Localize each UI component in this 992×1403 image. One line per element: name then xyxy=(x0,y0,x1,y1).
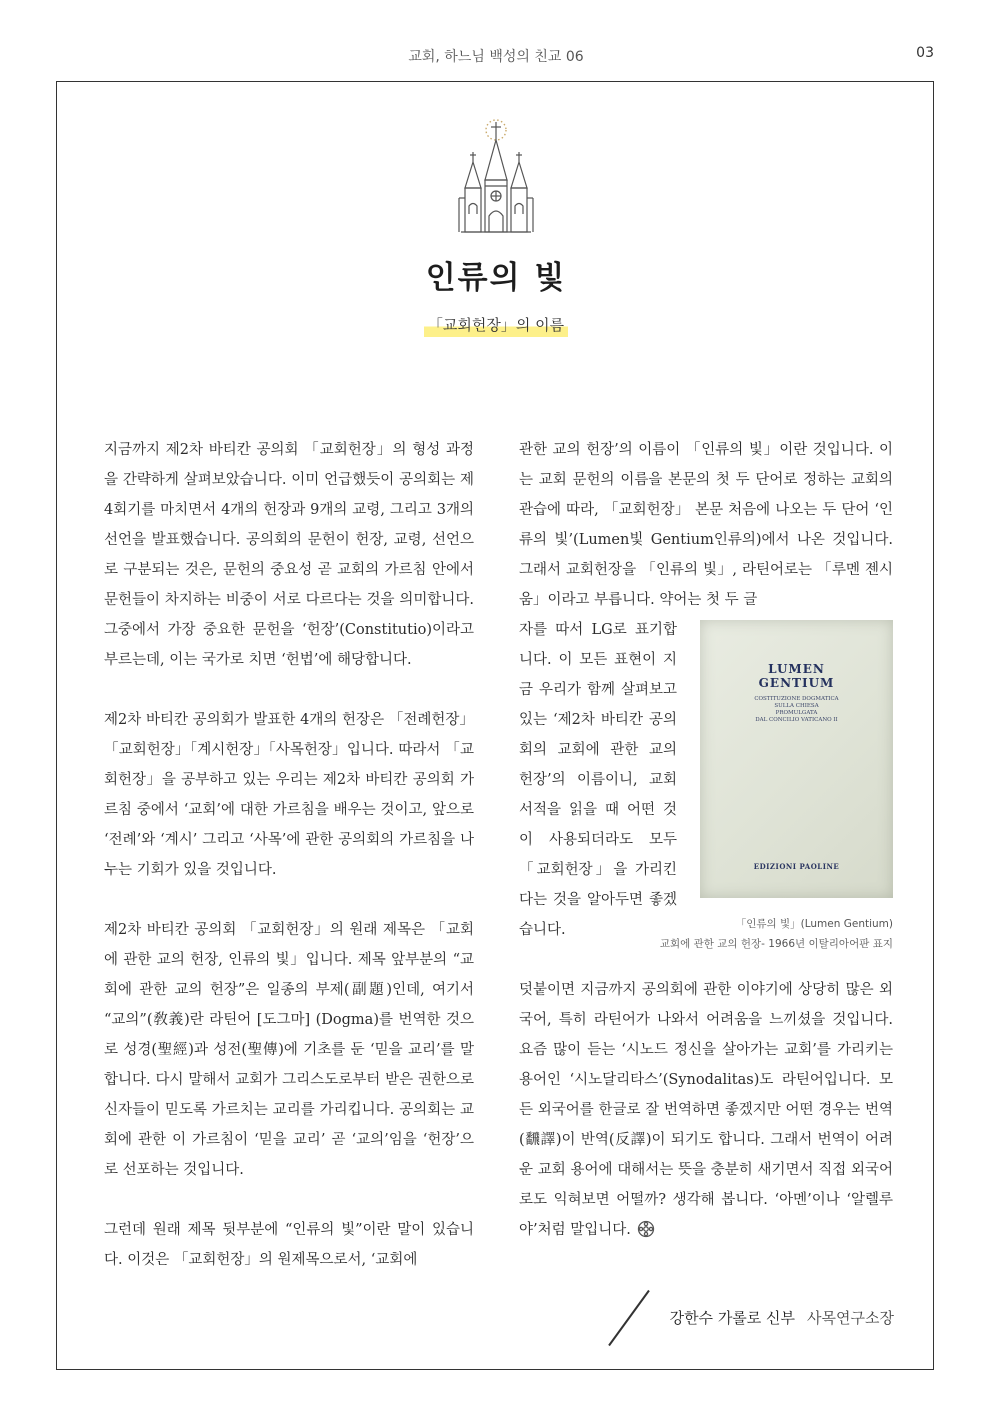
paragraph: 제2차 바티칸 공의회가 발표한 4개의 헌장은 「전례헌장」「교회헌장」「계시헌장」「사목헌장」입니다. 따라서 「교회헌장」을 공부하고 있는 우리는 제2차 바티칸 공의회 가르침 중에서 ‘교회’에 대한 가르침을 배우는 것이고, 앞으로 ‘전례’와 ‘계시’ 그리고 ‘사목’에 관한 공의회의 가르침을 나누는 기회가 있을 것입니다. xyxy=(104,712,474,878)
paragraph xyxy=(519,975,893,1245)
image-caption-title: 「인류의 빛」(Lumen Gentium) xyxy=(735,918,893,930)
paragraph: 제2차 바티칸 공의회 「교회헌장」의 원래 제목은 「교회에 관한 교의 헌장, 인류의 빛」입니다. 제목 앞부분의 “교회에 관한 교의 헌장”은 일종의 부제(副題)인데, 여기서 “교의”(敎義)란 라틴어 [도그마] (Dogma)를 번역한 것으로 성경(聖經)과 성전(聖傳)에 기초를 둔 ‘믿을 교리’를 말합니다. 다시 말해서 교회가 그리스도로부터 받은 권한으로 신자들이 믿도록 가르치는 교리를 가리킵니다. 공의회는 교회에 관한 이 가르침이 ‘믿을 교리’ 곧 ‘교의’임을 ‘헌장’으로 선포하는 것입니다. xyxy=(104,922,474,1178)
running-head: 교회, 하느님 백성의 친교 06 xyxy=(408,49,584,65)
book-cover-subtitle-line: DAL CONCILIO VATICANO II xyxy=(755,717,838,723)
paragraph-text: 덧붙이면 지금까지 공의회에 관한 이야기에 상당히 많은 외국어, 특히 라틴어가 나와서 어려움을 느끼셨을 것입니다. 요즘 많이 듣는 ‘시노드 정신을 살아가는 교회’를 가리키는 용어인 ‘시노달리타스’(Synodalitas)도 라틴어입니다. 모든 외국어를 한글로 잘 번역하면 좋겠지만 어떤 경우는 번역(飜譯)이 반역(反譯)이 되기도 합니다. 그래서 번역이 어려운 교회 용어에 대해서는 뜻을 충분히 새기면서 직접 외국어로도 익혀보면 어떨까? 생각해 봅니다. ‘아멘’이나 ‘알렐루야’처럼 말입니다. xyxy=(519,982,893,1238)
page-number: 03 xyxy=(916,45,934,61)
paragraph: 그런데 원래 제목 뒷부분에 “인류의 빛”이란 말이 있습니다. 이것은 「교회헌장」의 원제목으로서, ‘교회에 xyxy=(104,1222,474,1268)
book-cover-subtitle-line: COSTITUZIONE DOGMATICA xyxy=(754,696,839,702)
image-caption-description: 교회에 관한 교의 헌장- 1966년 이탈리아어판 표지 xyxy=(659,938,893,950)
byline xyxy=(670,1307,894,1328)
book-cover-subtitle xyxy=(700,696,893,724)
book-cover-title-line1: LUMEN xyxy=(768,662,825,676)
author-role: 사목연구소장 xyxy=(807,1309,894,1327)
book-cover-subtitle-line: SULLA CHIESA xyxy=(774,703,819,709)
left-column xyxy=(104,435,474,1305)
book-cover-subtitle-line: PROMULGATA xyxy=(775,710,818,716)
author-name: 강한수 가롤로 신부 xyxy=(669,1309,796,1327)
subtitle-wrapper xyxy=(0,314,992,337)
book-cover-image xyxy=(700,620,893,898)
paragraph: 관한 교의 헌장’의 이름이 「인류의 빛」이란 것입니다. 이는 교회 문헌의 이름을 본문의 첫 두 단어로 정하는 교회의 관습에 따라, 「교회헌장」 본문 처음에 나오는 두 단어 ‘인류의 빛’(Lumen빛 Gentium인류의)에서 나온 것입니다. 그래서 교회헌장을 「인류의 빛」, 라틴어로는 「루멘 젠시움」이라고 부릅니다. 약어는 첫 두 글 xyxy=(519,442,893,608)
paragraph: 지금까지 제2차 바티칸 공의회 「교회헌장」의 형성 과정을 간략하게 살펴보았습니다. 이미 언급했듯이 공의회는 제4회기를 마치면서 4개의 헌장과 9개의 교령, 그리고 3개의 선언을 발표했습니다. 공의회의 문헌이 헌장, 교령, 선언으로 구분되는 것은, 문헌의 중요성 곧 교회의 가르침 안에서 문헌들이 차지하는 비중이 서로 다르다는 것을 의미합니다. 그중에서 가장 중요한 문헌을 ‘헌장’(Constitutio)이라고 부르는데, 이는 국가로 치면 ‘헌법’에 해당합니다. xyxy=(104,442,474,668)
article-subtitle: 「교회헌장」의 이름 xyxy=(424,314,568,337)
church-icon xyxy=(455,118,537,234)
article-title: 인류의 빛 xyxy=(425,260,567,296)
end-mark-icon xyxy=(637,1220,655,1238)
book-cover-publisher: EDIZIONI PAOLINE xyxy=(753,862,840,871)
paragraph-beside-image: 자를 따서 LG로 표기합니다. 이 모든 표현이 지금 우리가 함께 살펴보고 있는 ‘제2차 바티칸 공의회의 교회에 관한 교의 헌장’의 이름이니, 교회 서적을 읽을 때 어떤 것이 사용되더라도 모두 「교회헌장」을 가리킨다는 것을 알아두면 좋겠습니다. xyxy=(519,622,677,938)
book-cover-title-line2: GENTIUM xyxy=(758,676,835,690)
